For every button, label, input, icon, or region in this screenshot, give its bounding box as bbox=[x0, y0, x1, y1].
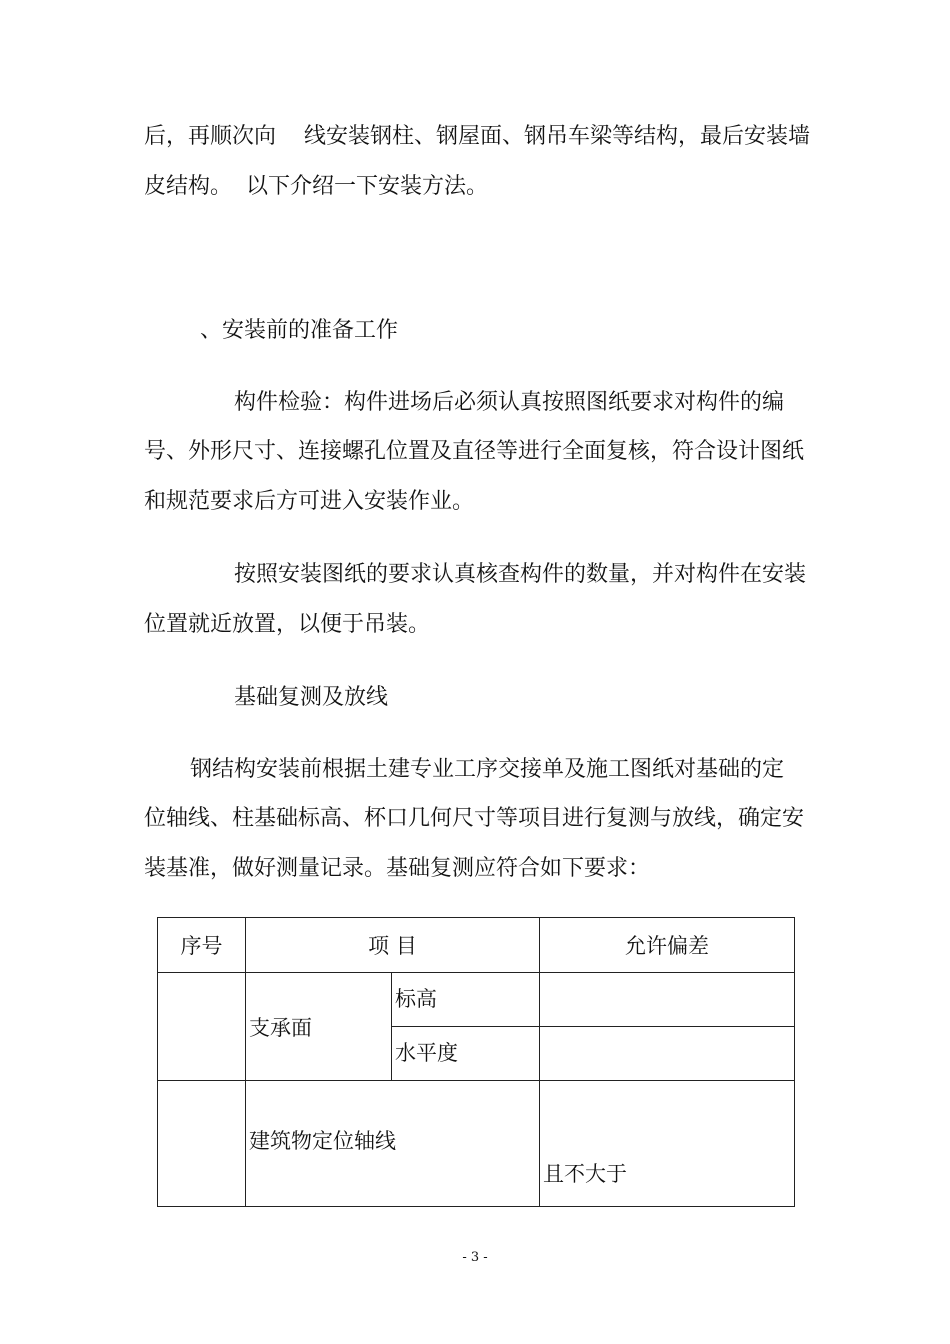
row-1-no bbox=[158, 973, 246, 1081]
table-header-row bbox=[158, 918, 795, 973]
paragraph-2-line-3: 和规范要求后方可进入安装作业。 bbox=[144, 489, 475, 514]
header-item: 项 目 bbox=[246, 918, 540, 973]
section-heading-foundation: 基础复测及放线 bbox=[234, 685, 389, 710]
paragraph-1-line-2: 皮结构。 以下介绍一下安装方法。 bbox=[144, 174, 488, 199]
paragraph-3-line-1: 按照安装图纸的要求认真核查构件的数量，并对构件在安装 bbox=[234, 562, 807, 587]
row-1-sub-1: 标高 bbox=[392, 973, 540, 1027]
paragraph-1-line-1: 后，再顺次向 线安装钢柱、钢屋面、钢吊车梁等结构，最后安装墙 bbox=[144, 124, 810, 149]
row-1-sub-2-tolerance bbox=[540, 1027, 795, 1081]
row-2-tolerance: 且不大于 bbox=[540, 1081, 795, 1207]
paragraph-4-line-3: 装基准，做好测量记录。基础复测应符合如下要求： bbox=[144, 856, 651, 881]
paragraph-2-line-1: 构件检验：构件进场后必须认真按照图纸要求对构件的编 bbox=[234, 390, 785, 415]
header-tolerance: 允许偏差 bbox=[540, 918, 795, 973]
paragraph-4-line-1: 钢结构安装前根据土建专业工序交接单及施工图纸对基础的定 bbox=[190, 757, 785, 782]
row-1-sub-1-tolerance bbox=[540, 973, 795, 1027]
row-1-group: 支承面 bbox=[246, 973, 392, 1081]
section-heading-preparation: 、安装前的准备工作 bbox=[200, 318, 399, 343]
foundation-tolerance-table bbox=[157, 917, 795, 1207]
paragraph-2-line-2: 号、外形尺寸、连接螺孔位置及直径等进行全面复核，符合设计图纸 bbox=[144, 439, 805, 464]
header-no: 序号 bbox=[158, 918, 246, 973]
table-row bbox=[158, 973, 795, 1027]
row-1-sub-2: 水平度 bbox=[392, 1027, 540, 1081]
row-2-item: 建筑物定位轴线 bbox=[246, 1081, 540, 1207]
page-number: - 3 - bbox=[462, 1250, 488, 1265]
table-row bbox=[158, 1081, 795, 1207]
row-2-no bbox=[158, 1081, 246, 1207]
paragraph-4-line-2: 位轴线、柱基础标高、杯口几何尺寸等项目进行复测与放线，确定安 bbox=[144, 806, 805, 831]
paragraph-3-line-2: 位置就近放置，以便于吊装。 bbox=[144, 612, 431, 637]
